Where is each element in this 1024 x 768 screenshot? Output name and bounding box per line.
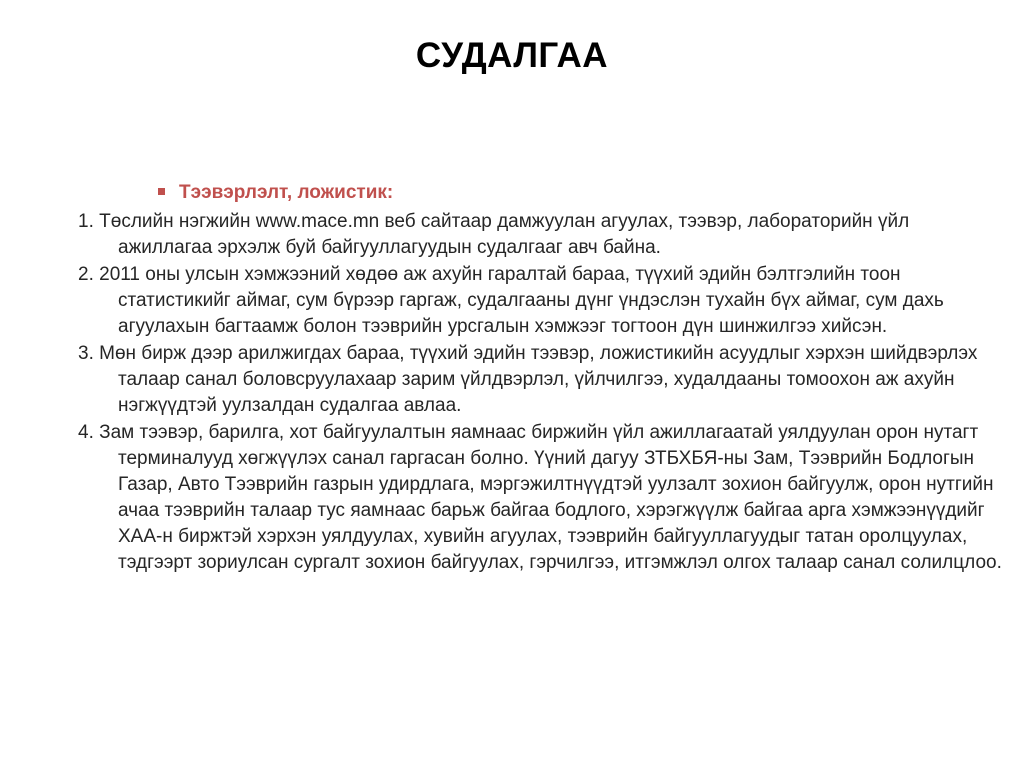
item-number: 4. (78, 422, 94, 443)
item-text: Төслийн нэгжийн www.mace.mn веб сайтаар дамжуулан агуулах, тээвэр, лабораторийн үйл ажиллагаа эрхэлж буй байгууллагуудын судалгааг авч байна. (99, 211, 910, 258)
list-item (78, 209, 1008, 261)
square-bullet-icon (158, 188, 165, 195)
subheading-text: Тээвэрлэлт, ложистик: (179, 182, 394, 203)
numbered-list (78, 209, 1008, 577)
item-text: Мөн бирж дээр арилжигдах бараа, түүхий эдийн тээвэр, ложистикийн асуудлыг хэрхэн шийдвэрлэх талаар санал боловсруулахаар зарим үйлдвэрлэл, үйлчилгээ, худалдааны томоохон аж ахуйн нэгжүүдтэй уулзалдан судалгаа авлаа. (99, 343, 978, 416)
item-number: 3. (78, 343, 94, 364)
list-item (78, 420, 1008, 576)
slide-title: СУДАЛГАА (415, 36, 609, 75)
item-number: 2. (78, 264, 94, 285)
list-item (78, 341, 1008, 419)
subheading (158, 182, 393, 204)
item-text: 2011 оны улсын хэмжээний хөдөө аж ахуйн гаралтай бараа, түүхий эдийн бэлтгэлийн тоон статистикийг аймаг, сум бүрээр гаргаж, судалгааны дүнг үндэслэн тухайн бүх аймаг, сум дахь агуулахын багтаамж болон тээврийн урсгалын хэмжээг тогтоон дүн шинжилгээ хийсэн. (99, 264, 944, 337)
item-number: 1. (78, 211, 94, 232)
list-item (78, 262, 1008, 340)
item-text: Зам тээвэр, барилга, хот байгуулалтын яамнаас биржийн үйл ажиллагаатай уялдуулан орон нутагт терминалууд хөгжүүлэх санал гаргасан болно. Үүний дагуу ЗТБХБЯ-ны Зам, Тээврийн Бодлогын Газар, Авто Тээврийн газрын удирдлага, мэргэжилтнүүдтэй уулзалт зохион байгуулж, орон нутгийн ачаа тээврийн талаар тус яамнаас барьж байгаа бодлого, хэрэгжүүлж байгаа арга хэмжээнүүдийг ХАА-н биржтэй хэрхэн уялдуулах, хувийн агуулах, тээврийн байгууллагуудыг татан оролцуулах, тэдгээрт зориулсан сургалт зохион байгуулах, гэрчилгээ, итгэмжлэл олгох талаар санал солилцлоо. (99, 422, 1002, 573)
